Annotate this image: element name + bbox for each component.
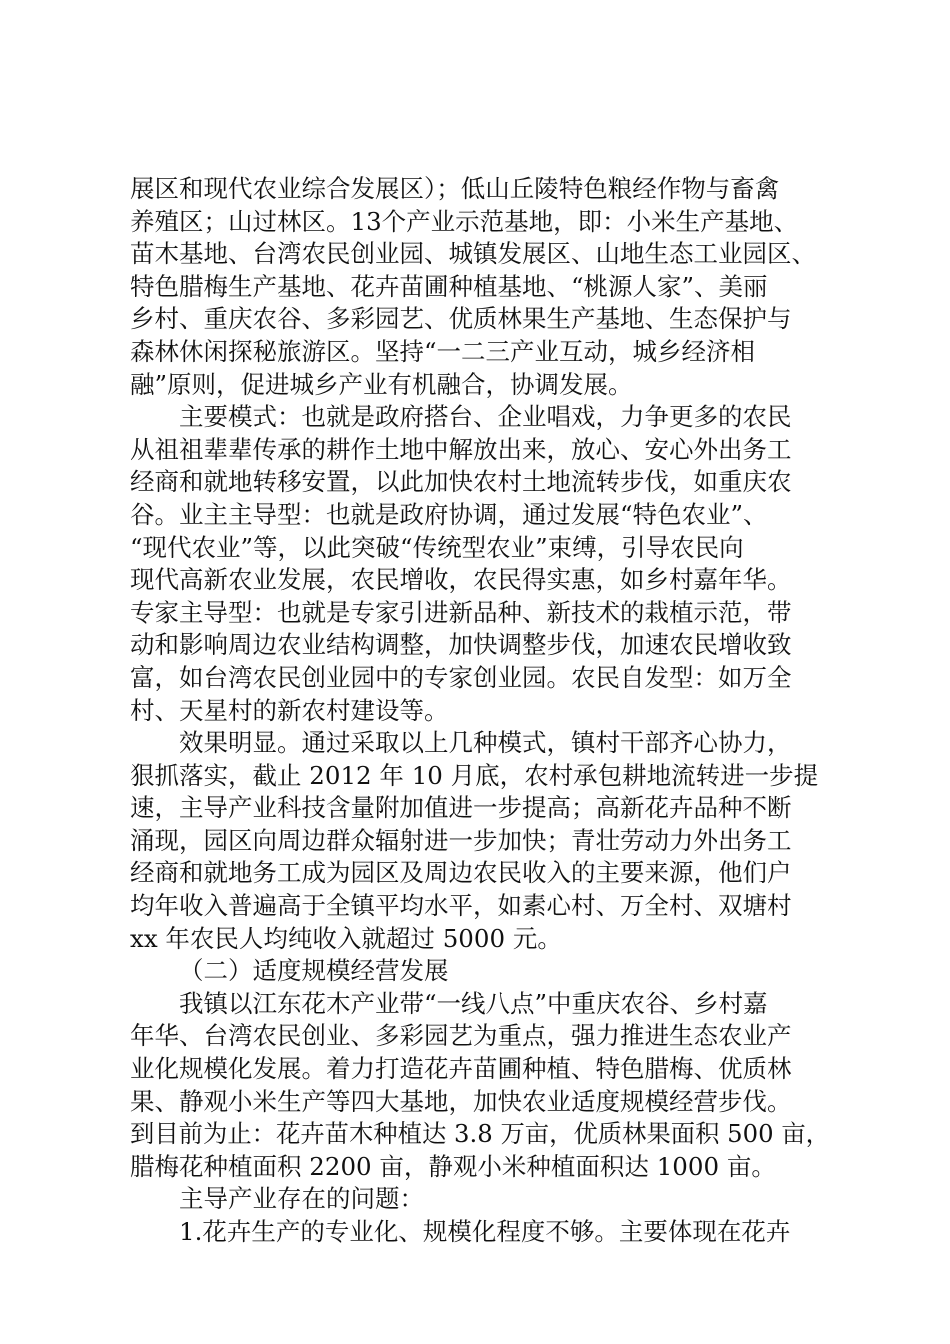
text-line: 现代高新农业发展，农民增收，农民得实惠，如乡村嘉年华。	[130, 565, 792, 595]
paragraph-start-line: 效果明显。通过采取以上几种模式，镇村干部齐心协力，	[179, 728, 792, 758]
text-line: 动和影响周边农业结构调整，加快调整步伐，加速农民增收致	[130, 630, 792, 660]
text-line: 展区和现代农业综合发展区）；低山丘陵特色粮经作物与畜禽	[130, 174, 780, 203]
text-line: xx 年农民人均纯收入就超过 5000 元。	[130, 923, 562, 953]
text-line: 森林休闲探秘旅游区。坚持“一二三产业互动，城乡经济相	[130, 336, 756, 366]
text-line: 业化规模化发展。着力打造花卉苗圃种植、特色腊梅、优质林	[130, 1054, 792, 1084]
text-line: 狠抓落实，截止 2012 年 10 月底，农村承包耕地流转进一步提	[130, 760, 819, 790]
paragraph-start-line: 主要模式：也就是政府搭台、企业唱戏，力争更多的农民	[179, 402, 792, 432]
paragraph-start-line: 主导产业存在的问题：	[179, 1184, 424, 1214]
text-line: 到目前为止：花卉苗木种植达 3.8 万亩，优质林果面积 500 亩，	[130, 1119, 830, 1149]
text-line: 养殖区；山过林区。13个产业示范基地，即：小米生产基地、	[130, 206, 799, 236]
text-line: 速，主导产业科技含量附加值进一步提高；高新花卉品种不断	[130, 793, 792, 823]
text-line: 腊梅花种植面积 2200 亩，静观小米种植面积达 1000 亩。	[130, 1151, 776, 1181]
text-line: 专家主导型：也就是专家引进新品种、新技术的栽植示范，带	[130, 597, 792, 627]
document-body	[130, 173, 830, 1249]
text-line: 果、静观小米生产等四大基地，加快农业适度规模经营步伐。	[130, 1086, 792, 1116]
text-line: 均年收入普遍高于全镇平均水平，如素心村、万全村、双塘村	[130, 891, 792, 921]
text-line: 富，如台湾农民创业园中的专家创业园。农民自发型：如万全	[130, 662, 792, 692]
text-line: 经商和就地转移安置，以此加快农村土地流转步伐，如重庆农	[130, 467, 792, 497]
text-line: 从祖祖辈辈传承的耕作土地中解放出来，放心、安心外出务工	[130, 434, 792, 464]
text-line: 乡村、重庆农谷、多彩园艺、优质林果生产基地、生态保护与	[130, 304, 792, 334]
paragraph-start-line: 我镇以江东花木产业带“一线八点”中重庆农谷、乡村嘉	[179, 988, 768, 1018]
text-line: 特色腊梅生产基地、花卉苗圃种植基地、“桃源人家”、美丽	[130, 271, 768, 301]
text-line: 村、天星村的新农村建设等。	[130, 695, 449, 725]
text-line: 苗木基地、台湾农民创业园、城镇发展区、山地生态工业园区、	[130, 239, 816, 269]
text-line: 融”原则，促进城乡产业有机融合，协调发展。	[130, 369, 633, 399]
text-line: 涌现，园区向周边群众辐射进一步加快；青壮劳动力外出务工	[130, 825, 792, 855]
text-line: “现代农业”等，以此突破“传统型农业”束缚，引导农民向	[130, 532, 744, 562]
section-heading: （二）适度规模经营发展	[179, 956, 449, 986]
paragraph-start-line: 1.花卉生产的专业化、规模化程度不够。主要体现在花卉	[179, 1217, 791, 1246]
text-line: 经商和就地务工成为园区及周边农民收入的主要来源，他们户	[130, 858, 792, 888]
text-line: 谷。业主主导型：也就是政府协调，通过发展“特色农业”、	[130, 499, 768, 529]
text-line: 年华、台湾农民创业、多彩园艺为重点，强力推进生态农业产	[130, 1021, 792, 1051]
